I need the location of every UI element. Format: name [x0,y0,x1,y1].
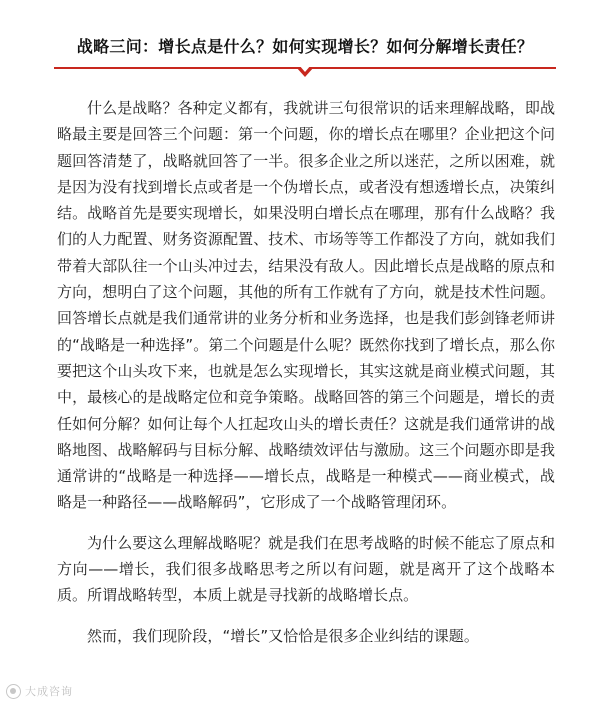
paragraph-1: 什么是战略？各种定义都有，我就讲三句很常识的话来理解战略，即战略最主要是回答三个问题：第一个问题，你的增长点在哪里？企业把这个问题回答清楚了，战略就回答了一半。很多企业之所以迷茫，之所以困难，就是因为没有找到增长点或者是一个伪增长点，或者没有想透增长点，决策纠结。战略首先是要实现增长，如果没明白增长点在哪理，那有什么战略？我们的人力配置、财务资源配置、技术、市场等等工作都没了方向，就如我们带着大部队往一个山头冲过去，结果没有敌人。因此增长点是战略的原点和方向，想明白了这个问题，其他的所有工作就有了方向，就是技术性问题。回答增长点就是我们通常讲的业务分析和业务选择，也是我们彭剑锋老师讲的“战略是一种选择”。第二个问题是什么呢？既然你找到了增长点，那么你要把这个山头攻下来，也就是怎么实现增长，其实这就是商业模式问题，其中，最核心的是战略定位和竞争策略。战略回答的第三个问题是，增长的责任如何分解？如何让每个人扛起攻山头的增长责任？这就是我们通常讲的战略地图、战略解码与目标分解、战略绩效评估与激励。这三个问题亦即是我通常讲的“战略是一种选择——增长点，战略是一种模式——商业模式，战略是一种路径——战略解码”，它形成了一个战略管理闭环。 [57,99,555,512]
title-pointer-decoration [296,67,314,77]
article-body [57,95,555,663]
watermark [6,682,73,700]
watermark-logo-icon [6,684,21,699]
article-title: 战略三问：增长点是什么？如何实现增长？如何分解增长责任？ [76,37,534,56]
paragraph-3: 然而，我们现阶段，“增长”又恰恰是很多企业纠结的课题。 [87,626,479,645]
watermark-text: 大成咨询 [25,685,73,698]
paragraph-2: 为什么要这么理解战略呢？就是我们在思考战略的时候不能忘了原点和方向——增长，我们很多战略思考之所以有问题，就是离开了这个战略本质。所谓战略转型，本质上就是寻找新的战略增长点。 [57,533,555,605]
article-title-box [54,27,556,69]
